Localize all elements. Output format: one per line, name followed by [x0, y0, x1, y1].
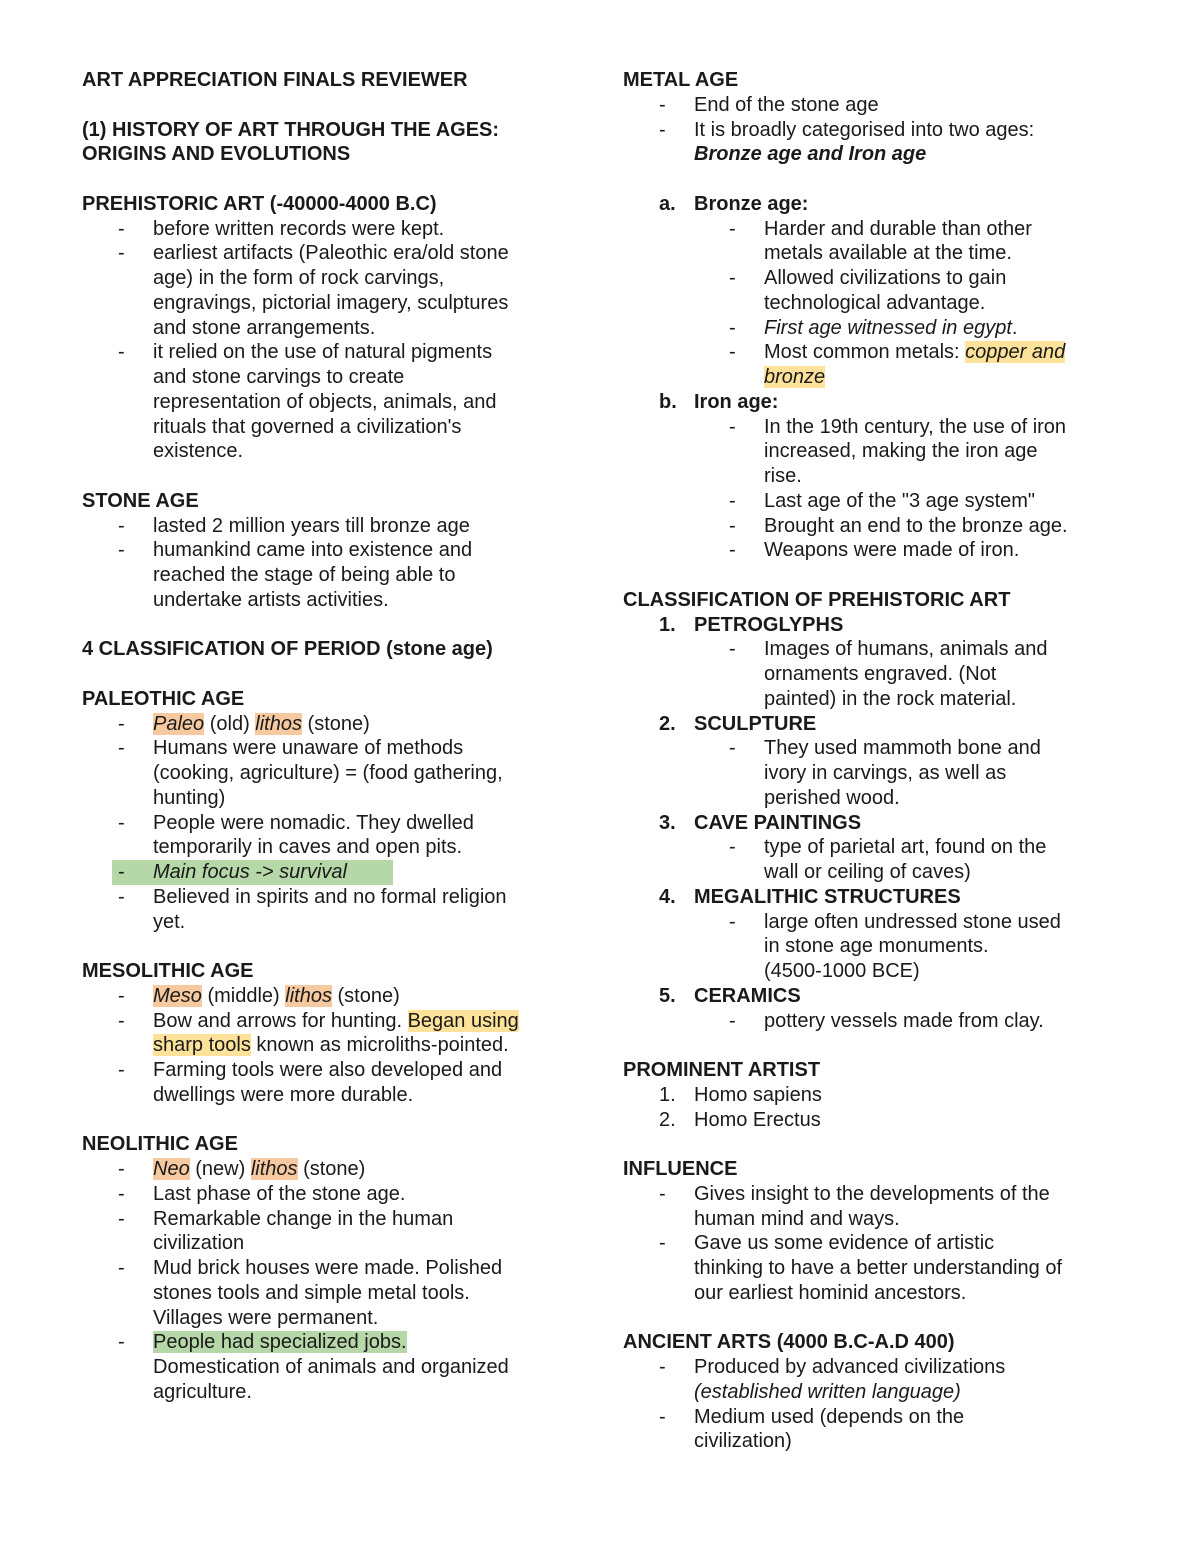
list-item: - large often undressed stone used [729, 910, 1061, 933]
list-item: - Allowed civilizations to gain [729, 267, 1007, 289]
list-item: - Neo (new) lithos (stone) [118, 1158, 366, 1180]
list-item: - Images of humans, animals and [729, 638, 1048, 661]
right-column [623, 68, 1123, 1454]
list-item-cont: ornaments engraved. (Not [764, 663, 997, 685]
list-item-cont: thinking to have a better understanding of [694, 1257, 1063, 1279]
list-item: - Gave us some evidence of artistic [659, 1232, 995, 1255]
list-item-cont: engravings, pictorial imagery, sculptures [153, 291, 509, 314]
stone-age-heading: STONE AGE [82, 489, 199, 512]
section-heading: (1) HISTORY OF ART THROUGH THE AGES: [82, 118, 500, 141]
list-item-cont: (cooking, agriculture) = (food gathering, [153, 762, 503, 784]
list-item-cont: rituals that governed a civilization's [153, 415, 462, 438]
numbered-item: 2. SCULPTURE [659, 712, 817, 735]
list-item: - lasted 2 million years till bronze age [118, 514, 470, 537]
list-item: - pottery vessels made from clay. [729, 1009, 1044, 1032]
list-item: - Most common metals: copper and [729, 341, 1066, 364]
list-item: - People were nomadic. They dwelled [118, 811, 474, 834]
list-item-cont: metals available at the time. [764, 242, 1012, 265]
prominent-artist-heading: PROMINENT ARTIST [623, 1059, 821, 1081]
metal-age-heading: METAL AGE [623, 69, 739, 91]
list-item-cont: (established written language) [694, 1380, 961, 1403]
list-item-cont: sharp tools known as microliths-pointed. [153, 1034, 509, 1057]
list-item: - People had specialized jobs. [118, 1331, 407, 1354]
document-title: ART APPRECIATION FINALS REVIEWER [82, 69, 468, 91]
list-item: - Medium used (depends on the [659, 1405, 965, 1428]
list-item: - Paleo (old) lithos (stone) [118, 712, 370, 735]
list-item-cont: painted) in the rock material. [764, 687, 1017, 710]
list-item: - Bow and arrows for hunting. Began using [118, 1009, 519, 1032]
list-item-cont: technological advantage. [764, 291, 986, 314]
list-item-cont: ivory in carvings, as well as [764, 762, 1007, 784]
list-item-cont: reached the stage of being able to [153, 564, 456, 586]
bronze-age-heading: a. Bronze age: [659, 192, 809, 215]
neolithic-heading: NEOLITHIC AGE [82, 1133, 238, 1156]
list-item-cont: existence. [153, 440, 244, 463]
numbered-item: 1. PETROGLYPHS [659, 613, 844, 636]
list-item-cont: agriculture. [153, 1380, 252, 1403]
list-item: - Mud brick houses were made. Polished [118, 1257, 503, 1279]
influence-heading: INFLUENCE [623, 1158, 738, 1180]
list-item: - Produced by advanced civilizations [659, 1356, 1006, 1378]
list-item-cont: Domestication of animals and organized [153, 1356, 509, 1378]
left-column [82, 68, 562, 1405]
numbered-item: 4. MEGALITHIC STRUCTURES [659, 885, 961, 908]
list-item: - In the 19th century, the use of iron [729, 415, 1067, 438]
classification-heading: 4 CLASSIFICATION OF PERIOD (stone age) [82, 638, 493, 661]
list-item-cont: perished wood. [764, 786, 900, 809]
list-item-cont: and stone carvings to create [153, 366, 405, 388]
list-item-cont: rise. [764, 465, 802, 487]
list-item: - it relied on the use of natural pigments [118, 341, 493, 364]
list-item-cont: Villages were permanent. [153, 1306, 379, 1329]
list-item-cont: wall or ceiling of caves) [764, 861, 971, 883]
section-heading: ORIGINS AND EVOLUTIONS [82, 143, 351, 166]
numbered-item: 5. CERAMICS [659, 984, 801, 1007]
list-item: - Farming tools were also developed and [118, 1059, 503, 1081]
list-item-cont: undertake artists activities. [153, 588, 389, 611]
iron-age-heading: b. Iron age: [659, 390, 779, 413]
list-item: - humankind came into existence and [118, 539, 473, 562]
list-item: - Meso (middle) lithos (stone) [118, 984, 400, 1007]
list-item: - It is broadly categorised into two ages: [659, 118, 1035, 141]
list-item: - type of parietal art, found on the [729, 836, 1047, 859]
list-item: - earliest artifacts (Paleothic era/old stone [118, 242, 509, 265]
list-item-cont: yet. [153, 910, 186, 933]
ancient-arts-heading: ANCIENT ARTS (4000 B.C-A.D 400) [623, 1331, 955, 1354]
numbered-item: 1. Homo sapiens [659, 1083, 822, 1106]
list-item-cont: hunting) [153, 786, 226, 809]
list-item-cont: human mind and ways. [694, 1207, 900, 1230]
paleothic-heading: PALEOTHIC AGE [82, 687, 245, 710]
list-item-cont: age) in the form of rock carvings, [153, 267, 445, 289]
list-item-cont: representation of objects, animals, and [153, 390, 497, 413]
classification-prehistoric-heading: CLASSIFICATION OF PREHISTORIC ART [623, 588, 1011, 611]
prehistoric-heading: PREHISTORIC ART (-40000-4000 B.C) [82, 192, 437, 215]
list-item: - Humans were unaware of methods [118, 737, 464, 760]
list-item: - Harder and durable than other [729, 217, 1032, 240]
list-item: - First age witnessed in egypt. [729, 316, 1018, 339]
list-item-cont: civilization [153, 1232, 245, 1255]
list-item: - Believed in spirits and no formal religion [118, 885, 507, 908]
list-item-cont: civilization) [694, 1430, 792, 1453]
list-item: - Gives insight to the developments of the [659, 1182, 1050, 1205]
list-item-cont: and stone arrangements. [153, 316, 376, 339]
list-item-cont: bronze [764, 366, 826, 388]
numbered-item: 2. Homo Erectus [659, 1108, 821, 1131]
list-item-cont: increased, making the iron age [764, 440, 1038, 463]
list-item: - Last age of the "3 age system" [729, 489, 1036, 512]
mesolithic-heading: MESOLITHIC AGE [82, 960, 254, 982]
list-item-cont: stones tools and simple metal tools. [153, 1281, 470, 1304]
list-item-cont: in stone age monuments. [764, 935, 989, 958]
list-item: - Brought an end to the bronze age. [729, 514, 1068, 537]
list-item: - before written records were kept. [118, 217, 445, 240]
list-item-cont: temporarily in caves and open pits. [153, 836, 463, 859]
numbered-item: 3. CAVE PAINTINGS [659, 811, 862, 834]
list-item: - Remarkable change in the human [118, 1207, 454, 1230]
list-item: - They used mammoth bone and [729, 737, 1041, 760]
list-item: - Last phase of the stone age. [118, 1182, 406, 1205]
list-item: - End of the stone age [659, 93, 879, 116]
list-item-cont: (4500-1000 BCE) [764, 960, 920, 982]
list-item: - Weapons were made of iron. [729, 539, 1020, 562]
list-item-highlighted: - Main focus -> survival [112, 860, 393, 885]
list-item-cont: dwellings were more durable. [153, 1083, 414, 1106]
list-item-cont: Bronze age and Iron age [694, 143, 927, 166]
list-item-cont: our earliest hominid ancestors. [694, 1281, 967, 1304]
